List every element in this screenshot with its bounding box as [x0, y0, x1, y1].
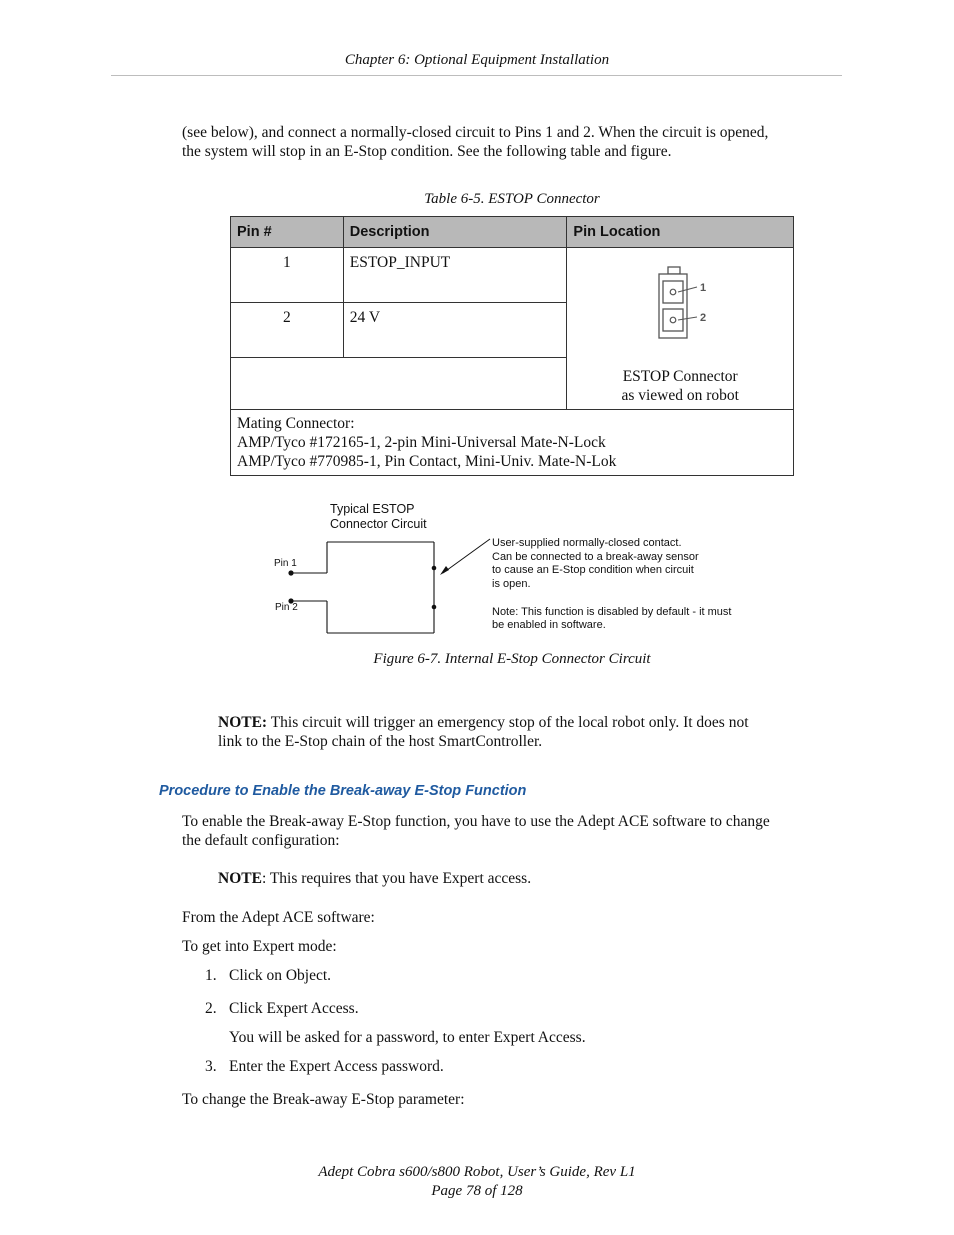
table-header-row: [231, 217, 794, 248]
footer-page-number: Page 78 of 128: [431, 1183, 523, 1199]
pin-cell: 1: [231, 248, 344, 303]
list-item: [205, 1057, 444, 1076]
header-divider: [111, 75, 842, 76]
header-pin-location: Pin Location: [567, 217, 794, 248]
intro-paragraph: [182, 123, 768, 161]
callout-arrow: [432, 535, 497, 585]
circuit-note-line: User-supplied normally-closed contact.: [492, 537, 682, 549]
footer-title: Adept Cobra s600/s800 Robot, User’s Guide, Rev L1: [318, 1164, 636, 1180]
page-footer: [0, 1163, 954, 1201]
section-heading: Procedure to Enable the Break-away E-Stop Function: [159, 783, 527, 799]
list-number: 3.: [205, 1058, 217, 1075]
list-item: [205, 999, 359, 1018]
mating-row: [231, 410, 794, 476]
connector-caption-line-1: ESTOP Connector: [622, 368, 738, 385]
circuit-note-line: is open.: [492, 578, 531, 591]
estop-connector-table: [230, 216, 794, 476]
mating-line-3: AMP/Tyco #770985-1, Pin Contact, Mini-Univ. Mate-N-Lok: [237, 453, 617, 470]
table-row: [231, 248, 794, 303]
circuit-title-line-1: Typical ESTOP: [330, 502, 415, 516]
list-text: Click on Object.: [229, 967, 332, 984]
note-line-1: [218, 713, 749, 732]
figure-caption: Figure 6-7. Internal E-Stop Connector Circuit: [373, 651, 651, 667]
page-header: Chapter 6: Optional Equipment Installation: [344, 52, 610, 68]
list-sub-note: You will be asked for a password, to enter Expert Access.: [229, 1029, 586, 1046]
header-pin: Pin #: [231, 217, 344, 248]
change-parameter-text: To change the Break-away E-Stop parameter:: [182, 1091, 465, 1108]
description-cell: 24 V: [343, 303, 567, 358]
note-block: [218, 713, 749, 751]
connector-caption-line-2: as viewed on robot: [621, 387, 739, 404]
intro-line-1: (see below), and connect a normally-closed circuit to Pins 1 and 2. When the circuit is opened,: [182, 124, 769, 141]
circuit-note-line: to cause an E-Stop condition when circuit: [492, 564, 694, 577]
note-line-2: link to the E-Stop chain of the host SmartController.: [218, 733, 543, 750]
pin-cell: 2: [231, 303, 344, 358]
from-ace-text: From the Adept ACE software:: [182, 909, 375, 926]
list-item: [205, 966, 331, 985]
circuit-note-line: Note: This function is disabled by default - it must: [492, 605, 732, 618]
connector-diagram: [640, 265, 720, 345]
expert-note: [218, 869, 531, 888]
expert-note-label: NOTE: [218, 870, 262, 887]
list-text: Click Expert Access.: [229, 1000, 359, 1017]
intro-line-2: the system will stop in an E-Stop condition. See the following table and figure.: [182, 143, 672, 160]
section-para-line-1: To enable the Break-away E-Stop function, you have to use the Adept ACE software to change: [182, 813, 770, 830]
circuit-title-line-2: Connector Circuit: [330, 517, 427, 531]
expert-note-text: : This requires that you have Expert access.: [261, 870, 532, 887]
circuit-note: [492, 537, 731, 633]
circuit-title: [330, 502, 427, 532]
section-paragraph: [182, 812, 770, 850]
note-label: NOTE:: [218, 714, 268, 731]
mating-line-2: AMP/Tyco #172165-1, 2-pin Mini-Universal Mate-N-Lock: [237, 434, 606, 451]
circuit-note-line: Can be connected to a break-away sensor: [492, 550, 699, 563]
note-text: This circuit will trigger an emergency stop of the local robot only. It does not: [270, 714, 749, 731]
mating-connector-cell: [231, 410, 794, 476]
description-cell: ESTOP_INPUT: [343, 248, 567, 303]
header-description: Description: [343, 217, 567, 248]
connector-pin-1-label: 1: [700, 282, 707, 294]
pin-2-label: Pin 2: [275, 602, 298, 613]
list-number: 2.: [205, 1000, 217, 1017]
table-caption: Table 6-5. ESTOP Connector: [424, 191, 600, 207]
circuit-note-line: be enabled in software.: [492, 619, 606, 632]
mating-line-1: Mating Connector:: [237, 415, 355, 432]
pin-1-label: Pin 1: [274, 558, 297, 569]
connector-pin-2-label: 2: [700, 312, 707, 324]
expert-mode-intro: To get into Expert mode:: [182, 938, 337, 955]
section-para-line-2: the default configuration:: [182, 832, 340, 849]
list-number: 1.: [205, 967, 217, 984]
empty-cell: [231, 358, 567, 410]
list-text: Enter the Expert Access password.: [229, 1058, 444, 1075]
pin-location-cell: [567, 248, 794, 410]
